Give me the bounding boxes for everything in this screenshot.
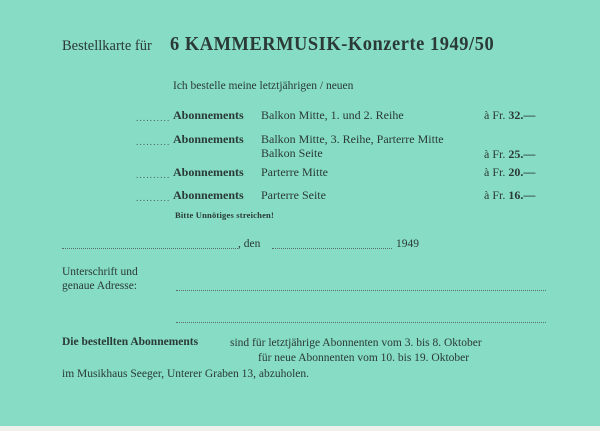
card-title: 6 KAMMERMUSIK-Konzerte 1949/50 [170, 33, 495, 55]
order-price: à Fr. 20.— [484, 165, 536, 179]
order-price: à Fr. 25.— [484, 147, 536, 161]
order-description: Parterre Seite [261, 188, 326, 202]
strike-note: Bitte Unnötiges streichen! [175, 210, 275, 220]
place-field[interactable] [62, 248, 238, 249]
quantity-blank[interactable]: .......... [136, 113, 171, 123]
signature-label-line2: genaue Adresse: [62, 280, 138, 292]
quantity-blank[interactable]: .......... [136, 193, 171, 203]
intro-text: Ich bestelle meine letztjährigen / neuen [173, 80, 354, 92]
order-label: Abonnements [173, 132, 244, 146]
order-label: Abonnements [173, 108, 244, 122]
signature-label-line1: Unterschrift und [62, 266, 138, 278]
order-price: à Fr. 16.— [484, 188, 536, 202]
date-field[interactable] [272, 248, 392, 249]
order-description: Balkon Mitte, 1. und 2. Reihe [261, 108, 404, 122]
footer-line2: für neue Abonnenten vom 10. bis 19. Oktober [258, 352, 470, 364]
signature-field[interactable] [176, 290, 546, 291]
footer-line3: im Musikhaus Seeger, Unterer Graben 13, abzuholen. [62, 368, 310, 380]
date-label: , den [238, 238, 261, 250]
footer-line1: sind für letztjährige Abonnenten vom 3. bis 8. Oktober [230, 337, 482, 349]
footer-bold: Die bestellten Abonnements [62, 336, 199, 348]
order-label: Abonnements [173, 188, 244, 202]
quantity-blank[interactable]: .......... [136, 137, 171, 147]
card-prefix: Bestellkarte für [62, 38, 152, 54]
order-description: Parterre Mitte [261, 165, 328, 179]
order-price: à Fr. 32.— [484, 108, 536, 122]
order-label: Abonnements [173, 165, 244, 179]
order-description-line2: Balkon Seite [261, 146, 323, 160]
order-description: Balkon Mitte, 3. Reihe, Parterre Mitte [261, 132, 444, 146]
address-field[interactable] [176, 322, 546, 323]
quantity-blank[interactable]: .......... [136, 170, 171, 180]
year-label: 1949 [396, 238, 419, 250]
